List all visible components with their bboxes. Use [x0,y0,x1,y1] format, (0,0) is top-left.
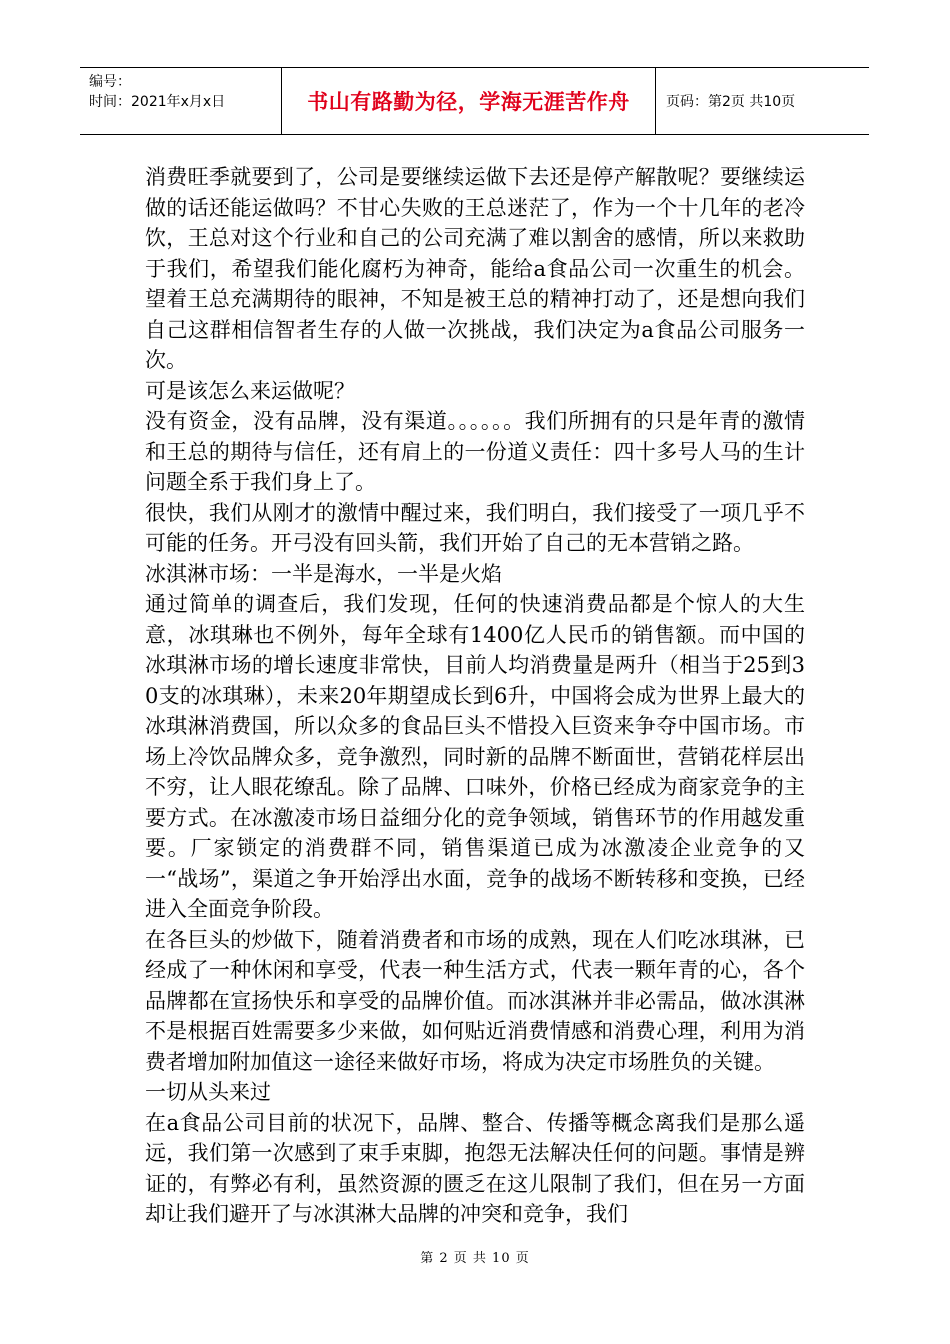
paragraph: 在a食品公司目前的状况下，品牌、整合、传播等概念离我们是那么遥远，我们第一次感到了束手束脚，抱怨无法解决任何的问题。事情是辨证的，有弊必有利，虽然资源的匮乏在这儿限制了我们，但在另一方面却让我们避开了与冰淇淋大品牌的冲突和竞争，我们 [145,1110,805,1226]
paragraph: 很快，我们从刚才的激情中醒过来，我们明白，我们接受了一项几乎不可能的任务。开弓没有回头箭，我们开始了自己的无本营销之路。 [145,500,805,555]
section-heading: 一切从头来过 [145,1080,271,1104]
document-header [80,67,869,135]
paragraph: 消费旺季就要到了，公司是要继续运做下去还是停产解散呢？要继续运做的话还能运做吗？不甘心失败的王总迷茫了，作为一个十几年的老冷饮，王总对这个行业和自己的公司充满了难以割舍的感情，所以来救助于我们，希望我们能化腐朽为神奇，能给a食品公司一次重生的机会。望着王总充满期待的眼神，不知是被王总的精神打动了，还是想向我们自己这群相信智者生存的人做一次挑战，我们决定为a食品公司服务一次。 [145,165,805,372]
header-motto: 书山有路勤为径，学海无涯苦作舟 [282,68,656,134]
section-heading: 冰淇淋市场：一半是海水，一半是火焰 [145,561,502,586]
document-number-label: 编号： [89,74,131,90]
paragraph: 通过简单的调查后，我们发现，任何的快速消费品都是个惊人的大生意，冰琪琳也不例外，每年全球有1400亿人民币的销售额。而中国的冰琪淋市场的增长速度非常快，目前人均消费量是两升（相当于25到30支的冰琪琳），未来20年期望成长到6升，中国将会成为世界上最大的冰琪淋消费国，所以众多的食品巨头不惜投入巨资来争夺中国市场。市场上冷饮品牌众多，竞争激烈，同时新的品牌不断面世，营销花样层出不穷，让人眼花缭乱。除了品牌、口味外，价格已经成为商家竞争的主要方式。在冰激凌市场日益细分化的竞争领域，销售环节的作用越发重要。厂家锁定的消费群不同，销售渠道已成为冰激凌企业竞争的又一“战场”，渠道之争开始浮出水面，竞争的战场不断转移和变换，已经进入全面竞争阶段。 [145,592,805,921]
header-meta-cell [80,68,282,134]
document-body [145,162,805,1230]
paragraph: 可是该怎么来运做呢？ [145,378,355,403]
page-footer: 第 2 页 共 10 页 [420,1251,530,1266]
paragraph: 在各巨头的炒做下，随着消费者和市场的成熟，现在人们吃冰琪淋，已经成了一种休闲和享受，代表一种生活方式，代表一颗年青的心，各个品牌都在宣扬快乐和享受的品牌价值。而冰淇淋并非必需品，做冰淇淋不是根据百姓需要多少来做，如何贴近消费情感和消费心理，利用为消费者增加附加值这一途径来做好市场，将成为决定市场胜负的关键。 [145,927,805,1074]
header-page-info: 页码：第2页 共10页 [666,94,796,110]
document-time-label: 时间：2021年x月x日 [89,94,226,110]
paragraph: 没有资金，没有品牌，没有渠道。。。。。。我们所拥有的只是年青的激情和王总的期待与信任，还有肩上的一份道义责任：四十多号人马的生计问题全系于我们身上了。 [145,409,805,494]
